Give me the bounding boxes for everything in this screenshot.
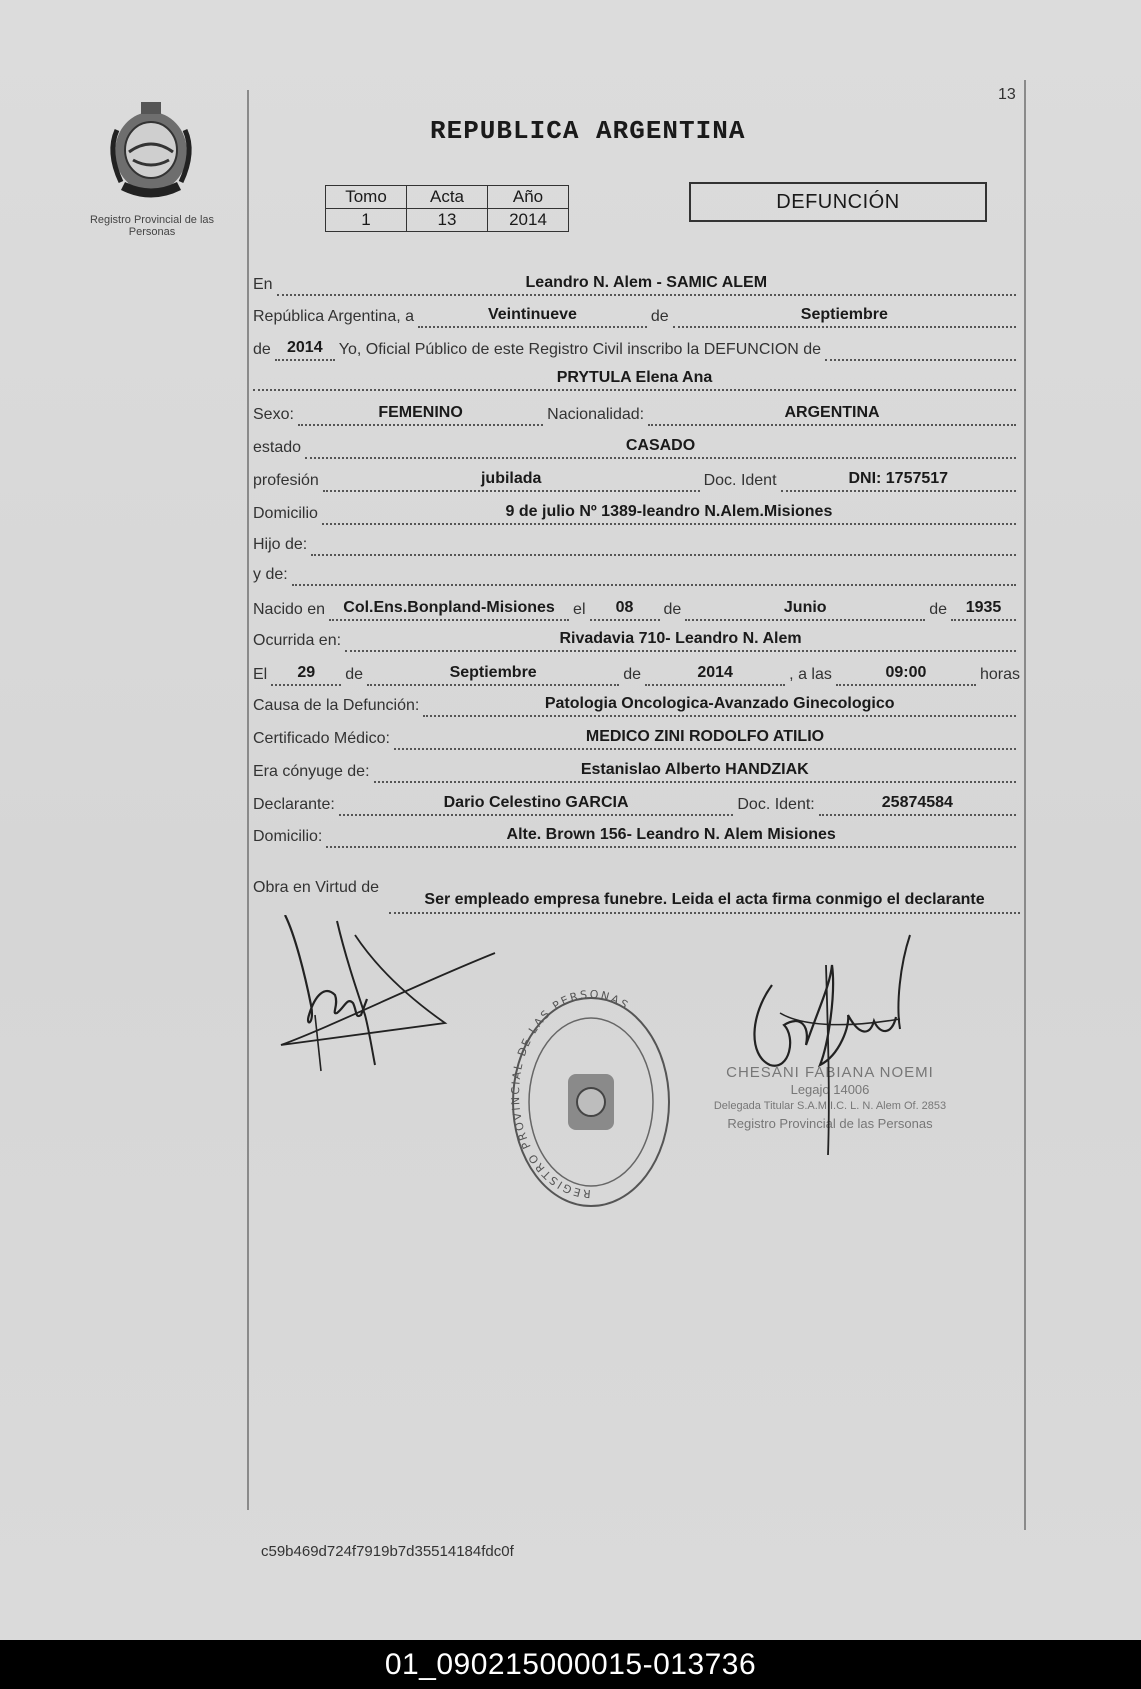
label-ocurrida: Ocurrida en: <box>253 632 342 649</box>
official-cargo: Delegada Titular S.A.M.I.C. L. N. Alem Of. 2853 <box>713 1100 947 1112</box>
label-doc: Doc. Ident <box>703 472 777 489</box>
label-causa: Causa de la Defunción: <box>253 697 420 714</box>
label-alas: , a las <box>789 666 832 683</box>
label-nacido: Nacido en <box>253 601 326 618</box>
label-def-de1: de <box>345 666 364 683</box>
header-acta: Acta <box>407 186 488 209</box>
right-margin-line <box>1024 80 1026 1530</box>
label-de: de <box>650 308 669 325</box>
header-anio: Año <box>488 186 569 209</box>
label-certificado: Certificado Médico: <box>253 730 390 747</box>
value-hijo <box>311 552 1016 556</box>
label-nac-de2: de <box>929 601 947 618</box>
value-domicilio2: Alte. Brown 156- Leandro N. Alem Misiones <box>326 826 1016 848</box>
value-profesion: jubilada <box>323 470 700 492</box>
field-row-anio <box>253 335 1020 361</box>
label-el: el <box>573 601 586 618</box>
value-declarante: Dario Celestino GARCIA <box>339 794 734 816</box>
value-yde <box>292 582 1016 586</box>
field-row-hijo <box>253 530 1020 556</box>
value-hora: 09:00 <box>836 664 976 686</box>
document-id-bar: 01_090215000015-013736 <box>0 1640 1141 1689</box>
label-yde: y de: <box>253 566 288 583</box>
field-row-domicilio <box>253 499 1020 525</box>
value-mes: Septiembre <box>673 306 1016 328</box>
value-estado: CASADO <box>305 437 1016 459</box>
field-row-nacimiento <box>253 595 1020 621</box>
field-row-nombre <box>253 365 1020 391</box>
value-doc: DNI: 1757517 <box>781 470 1016 492</box>
field-row-estado <box>253 433 1020 459</box>
label-conyuge: Era cónyuge de: <box>253 763 370 780</box>
label-nac-de1: de <box>663 601 682 618</box>
label-horas: horas <box>979 666 1021 683</box>
value-conyuge: Estanislao Alberto HANDZIAK <box>374 761 1016 783</box>
official-name: CHESANI FABIANA NOEMI <box>726 1064 934 1081</box>
label-nacionalidad: Nacionalidad: <box>547 406 645 423</box>
label-obra: Obra en Virtud de <box>253 879 380 896</box>
value-nac-dia: 08 <box>590 599 660 621</box>
label-el2: El <box>253 666 268 683</box>
label-republica: República Argentina, a <box>253 308 414 325</box>
text-inscripcion: Yo, Oficial Público de este Registro Civil inscribo la DEFUNCION de <box>338 341 822 358</box>
field-row-obra <box>253 864 1020 914</box>
field-row-sexo <box>253 400 1020 426</box>
value-nacionalidad: ARGENTINA <box>648 404 1016 426</box>
value-en: Leandro N. Alem - SAMIC ALEM <box>277 274 1016 296</box>
value-doc2: 25874584 <box>819 794 1016 816</box>
value-domicilio: 9 de julio Nº 1389-leandro N.Alem.Misiones <box>322 503 1016 525</box>
record-value-row <box>326 209 569 232</box>
value-def-dia: 29 <box>271 664 341 686</box>
field-row-conyuge <box>253 757 1020 783</box>
declarant-signature <box>275 915 505 1085</box>
label-en: En <box>253 276 273 293</box>
label-domicilio2: Domicilio: <box>253 828 323 845</box>
label-estado: estado <box>253 439 302 456</box>
page-title: REPUBLICA ARGENTINA <box>430 116 746 146</box>
value-dia: Veintinueve <box>418 306 647 328</box>
value-causa: Patologia Oncologica-Avanzado Ginecologico <box>423 695 1016 717</box>
left-margin-line <box>247 90 249 1510</box>
label-sexo: Sexo: <box>253 406 294 423</box>
record-header-row <box>326 186 569 209</box>
label-profesion: profesión <box>253 472 319 489</box>
label-declarante: Declarante: <box>253 796 335 813</box>
value-obra: Ser empleado empresa funebre. Leida el acta firma conmigo el declarante <box>389 890 1020 914</box>
header-tomo: Tomo <box>326 186 407 209</box>
value-certificado: MEDICO ZINI RODOLFO ATILIO <box>394 728 1016 750</box>
value-blank <box>825 357 1016 361</box>
official-org: Registro Provincial de las Personas <box>727 1116 933 1131</box>
value-anio: 2014 <box>488 209 569 232</box>
field-row-fecha <box>253 302 1020 328</box>
official-legajo: Legajo 14006 <box>790 1082 870 1097</box>
label-def-de2: de <box>623 666 642 683</box>
document-hash: c59b469d724f7919b7d35514184fdc0f <box>261 1543 514 1560</box>
province-crest-icon <box>103 100 199 204</box>
page-number: 13 <box>998 86 1016 103</box>
registry-stamp <box>508 990 674 1214</box>
value-nac-mes: Junio <box>685 599 925 621</box>
official-signature <box>660 925 980 1165</box>
value-acta: 13 <box>407 209 488 232</box>
value-sexo: FEMENINO <box>298 404 543 426</box>
label-domicilio: Domicilio <box>253 505 318 522</box>
registry-label: Registro Provincial de las Personas <box>89 214 215 238</box>
label-doc2: Doc. Ident: <box>737 796 815 813</box>
value-anio-inscripcion: 2014 <box>275 339 335 361</box>
label-de-anio: de <box>253 341 271 358</box>
field-row-en <box>253 270 1020 296</box>
stamp-text: REGISTRO PROVINCIAL DE LAS PERSONAS <box>508 990 632 1201</box>
field-row-declarante <box>253 790 1020 816</box>
field-row-defuncion-fecha <box>253 660 1020 686</box>
record-table <box>325 185 569 232</box>
record-type-box: DEFUNCIÓN <box>689 182 987 222</box>
field-row-certificado <box>253 724 1020 750</box>
label-hijo: Hijo de: <box>253 536 308 553</box>
field-row-domicilio2 <box>253 822 1020 848</box>
value-tomo: 1 <box>326 209 407 232</box>
field-row-ocurrida <box>253 626 1020 652</box>
value-def-mes: Septiembre <box>367 664 619 686</box>
value-def-anio: 2014 <box>645 664 785 686</box>
value-ocurrida: Rivadavia 710- Leandro N. Alem <box>345 630 1016 652</box>
value-nombre: PRYTULA Elena Ana <box>253 369 1016 391</box>
field-row-profesion <box>253 466 1020 492</box>
field-row-causa <box>253 691 1020 717</box>
value-nac-anio: 1935 <box>951 599 1016 621</box>
field-row-yde <box>253 560 1020 586</box>
value-nacido: Col.Ens.Bonpland-Misiones <box>329 599 569 621</box>
